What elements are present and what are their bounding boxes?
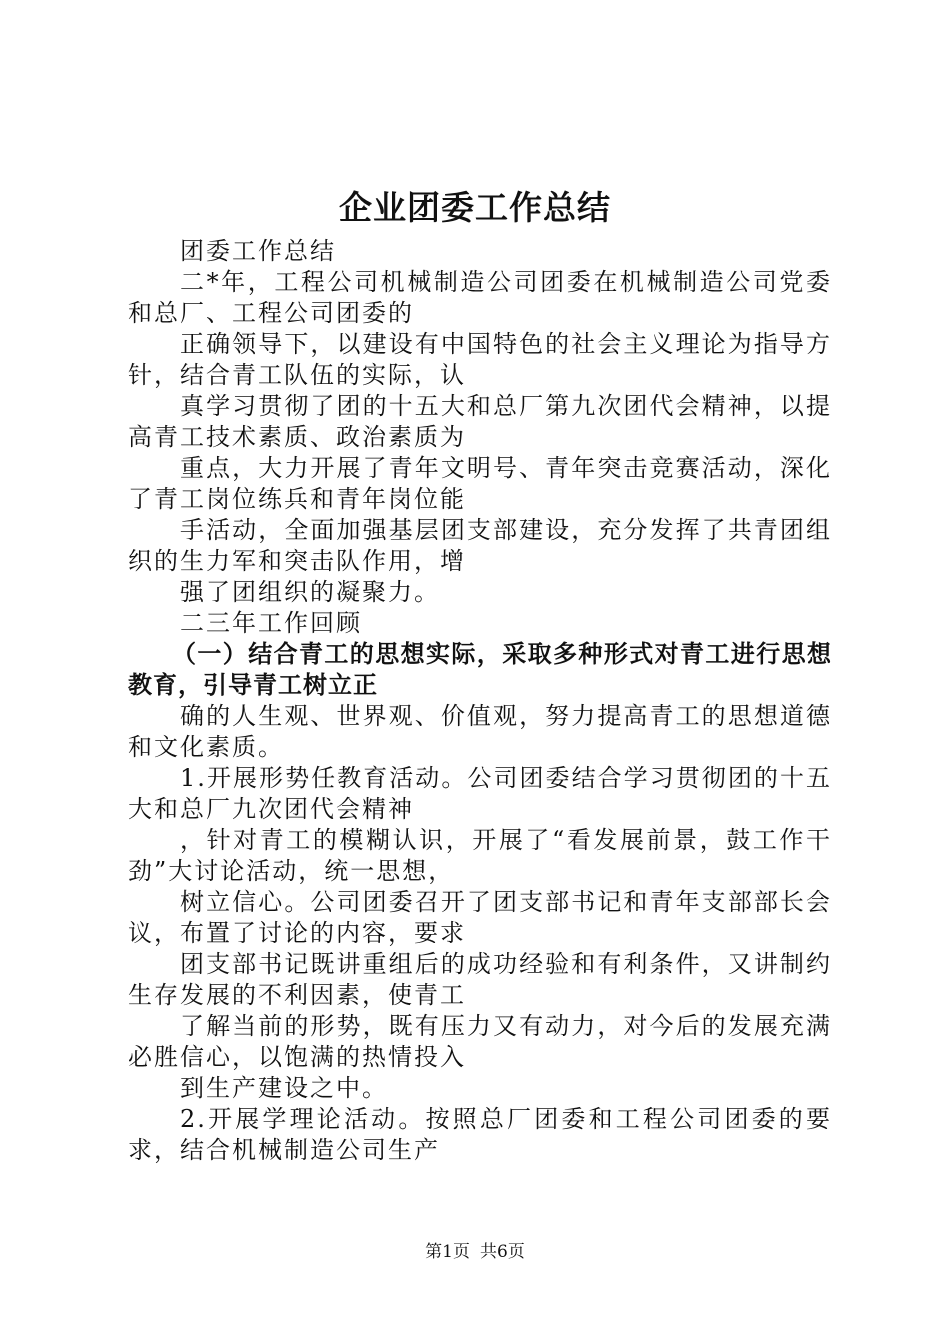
paragraph: 2.开展学理论活动。按照总厂团委和工程公司团委的要求，结合机械制造公司生产 bbox=[128, 1105, 832, 1164]
paragraph: 了解当前的形势，既有压力又有动力，对今后的发展充满必胜信心，以饱满的热情投入 bbox=[128, 1012, 832, 1071]
paragraph: 真学习贯彻了团的十五大和总厂第九次团代会精神，以提高青工技术素质、政治素质为 bbox=[128, 392, 832, 451]
paragraph: 团委工作总结 bbox=[180, 237, 336, 265]
paragraph: 强了团组织的凝聚力。 bbox=[180, 578, 440, 606]
paragraph: 手活动，全面加强基层团支部建设，充分发挥了共青团组织的生力军和突击队作用，增 bbox=[128, 516, 832, 575]
paragraph: 1.开展形势任教育活动。公司团委结合学习贯彻团的十五大和总厂九次团代会精神 bbox=[128, 764, 832, 823]
page-footer bbox=[0, 1240, 950, 1264]
paragraph: 确的人生观、世界观、价值观，努力提高青工的思想道德和文化素质。 bbox=[128, 702, 832, 761]
paragraph: 正确领导下，以建设有中国特色的社会主义理论为指导方针，结合青工队伍的实际，认 bbox=[128, 330, 832, 389]
section-heading: 二三年工作回顾 bbox=[180, 609, 362, 637]
page-total: 共6页 bbox=[480, 1242, 525, 1262]
paragraph: 重点，大力开展了青年文明号、青年突击竞赛活动，深化了青工岗位练兵和青年岗位能 bbox=[128, 454, 832, 513]
paragraph: 团支部书记既讲重组后的成功经验和有利条件，又讲制约生存发展的不利因素，使青工 bbox=[128, 950, 832, 1009]
page-number: 第1页 bbox=[425, 1242, 470, 1262]
paragraph: 二*年，工程公司机械制造公司团委在机械制造公司党委和总厂、工程公司团委的 bbox=[128, 268, 832, 327]
subsection-heading: （一）结合青工的思想实际，采取多种形式对青工进行思想教育，引导青工树立正 bbox=[128, 640, 832, 699]
paragraph: 到生产建设之中。 bbox=[180, 1074, 388, 1102]
document-title: 企业团委工作总结 bbox=[339, 188, 611, 227]
document-body bbox=[128, 236, 832, 1166]
paragraph: ，针对青工的模糊认识，开展了“看发展前景，鼓工作干劲”大讨论活动，统一思想， bbox=[128, 826, 832, 885]
paragraph: 树立信心。公司团委召开了团支部书记和青年支部部长会议，布置了讨论的内容，要求 bbox=[128, 888, 832, 947]
